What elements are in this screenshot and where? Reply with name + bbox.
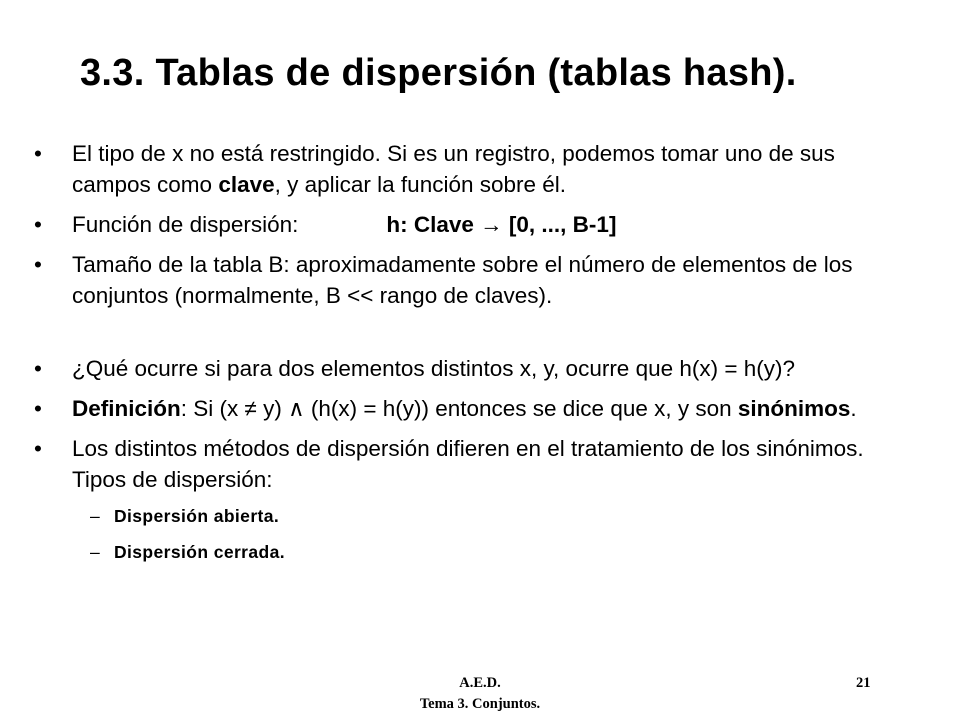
sub-dash: – [90,542,101,562]
footer-line-2: Tema 3. Conjuntos. [419,696,541,712]
bullet-marker: • [34,436,42,461]
sub-item-text: Dispersión cerrada. [114,542,286,562]
bullet-item [34,353,914,384]
bullet-text: El tipo de x no está restringido. Si es un registro, podemos tomar uno de sus campos como [72,141,835,197]
bullet-item [34,393,914,424]
bullet-item [34,433,914,495]
hash-function-formula: h: Clave → [0, ..., B-1] [386,212,617,237]
bullet-item [34,138,914,200]
footer-line-1: A.E.D. [459,675,501,691]
bullet-text: Tamaño de la tabla B: aproximadamente sobre el número de elementos de los conjuntos (normalmente, B << rango de claves). [72,252,853,308]
bullet-marker: • [34,396,42,421]
bold-term: sinónimos [737,396,851,421]
bold-term: Definición [72,396,181,421]
bullet-text: , y aplicar la función sobre él. [274,172,567,197]
sub-item [34,503,914,529]
sub-dash: – [90,506,101,526]
footer-course [380,673,580,715]
bullet-text: Los distintos métodos de dispersión difieren en el tratamiento de los sinónimos. Tipos de dispersión: [72,436,864,492]
bullet-text: . [850,396,857,421]
bullet-marker: • [34,141,42,166]
slide-title: 3.3. Tablas de dispersión (tablas hash). [80,52,797,94]
sub-item [34,539,914,565]
bullet-item [34,209,914,240]
sub-item-text: Dispersión abierta. [114,506,280,526]
bold-term: clave [218,172,275,197]
bullet-list [34,138,914,565]
bullet-marker: • [34,356,42,381]
bullet-text: : Si (x ≠ y) ∧ (h(x) = h(y)) entonces se dice que x, y son [180,396,738,421]
bullet-item [34,249,914,311]
bullet-marker: • [34,252,42,277]
page-number: 21 [856,675,871,691]
bullet-text: ¿Qué ocurre si para dos elementos distintos x, y, ocurre que h(x) = h(y)? [72,356,796,381]
bullet-text: Función de dispersión: [72,212,299,237]
bullet-marker: • [34,212,42,237]
